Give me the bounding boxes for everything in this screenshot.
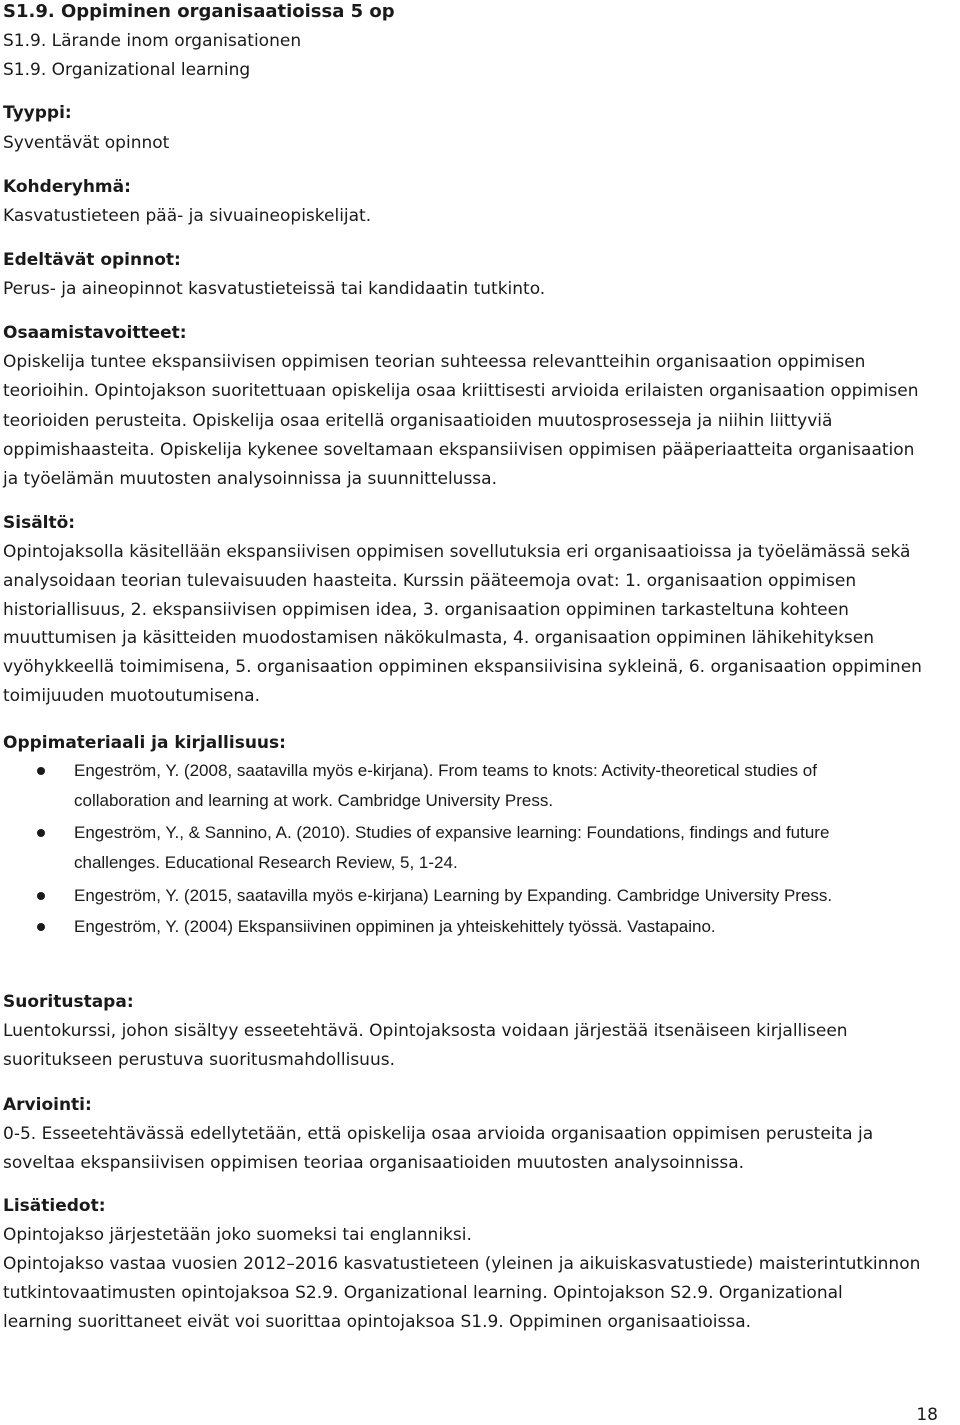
osaamistavoitteet-heading: Osaamistavoitteet:: [3, 323, 187, 343]
osaamistavoitteet-line: teorioiden perusteita. Opiskelija osaa eritellä organisaatioiden muutosprosesseja ja niihin liittyviä: [3, 411, 833, 431]
page-number: 18: [916, 1405, 938, 1425]
arviointi-line: 0-5. Esseetehtävässä edellytetään, että opiskelija osaa arvioida organisaation oppimisen perusteita ja: [3, 1124, 874, 1144]
suoritustapa-heading: Suoritustapa:: [3, 992, 134, 1012]
literature-line: Engeström, Y. (2015, saatavilla myös e-kirjana) Learning by Expanding. Cambridge University Press.: [74, 886, 833, 905]
osaamistavoitteet-line: Opiskelija tuntee ekspansiivisen oppimisen teorian suhteessa relevantteihin organisaation oppimisen: [3, 352, 866, 372]
sisalto-line: analysoidaan teorian tulevaisuuden haasteita. Kurssin pääteemoja ovat: 1. organisaation oppimisen: [3, 571, 857, 591]
lisatiedot-line: Opintojakso järjestetään joko suomeksi tai englanniksi.: [3, 1225, 472, 1245]
suoritustapa-line: suoritukseen perustuva suoritusmahdollisuus.: [3, 1050, 395, 1070]
bullet-icon: [37, 923, 45, 931]
bullet-icon: [37, 892, 45, 900]
osaamistavoitteet-line: teorioihin. Opintojakson suoritettuaan opiskelija osaa kriittisesti arvioida erilaisten organisaation oppimisen: [3, 381, 919, 401]
osaamistavoitteet-line: oppimishaasteita. Opiskelija kykenee soveltamaan ekspansiivisen oppimisen pääperiaatteita organisaation: [3, 440, 915, 460]
suoritustapa-line: Luentokurssi, johon sisältyy esseetehtävä. Opintojaksosta voidaan järjestää itsenäiseen kirjalliseen: [3, 1021, 848, 1041]
tyyppi-value: Syventävät opinnot: [3, 133, 170, 153]
arviointi-line: soveltaa ekspansiivisen oppimisen teoriaa organisaatioiden muutosten analysoinnissa.: [3, 1153, 745, 1173]
sisalto-line: toimijuuden muotoutumisena.: [3, 686, 260, 706]
sisalto-line: Opintojaksolla käsitellään ekspansiivisen oppimisen sovellutuksia eri organisaatioissa ja työelämässä sekä: [3, 542, 911, 562]
course-title-sv: S1.9. Lärande inom organisationen: [3, 31, 302, 51]
lisatiedot-heading: Lisätiedot:: [3, 1196, 106, 1216]
tyyppi-heading: Tyyppi:: [3, 103, 72, 123]
kohderyhma-heading: Kohderyhmä:: [3, 177, 131, 197]
osaamistavoitteet-line: ja työelämän muutosten analysoinnissa ja suunnittelussa.: [3, 469, 497, 489]
bullet-icon: [37, 829, 45, 837]
literature-line: challenges. Educational Research Review, 5, 1-24.: [74, 853, 458, 872]
sisalto-line: muuttumisen ja käsitteiden muodostamisen näkökulmasta, 4. organisaation oppiminen lähikehityksen: [3, 628, 875, 648]
sisalto-heading: Sisältö:: [3, 513, 76, 533]
literature-line: Engeström, Y., & Sannino, A. (2010). Studies of expansive learning: Foundations, findings and future: [74, 823, 830, 842]
bullet-icon: [37, 767, 45, 775]
sisalto-line: historiallisuus, 2. ekspansiivisen oppimisen idea, 3. organisaation oppiminen tarkasteltuna kohteen: [3, 600, 849, 620]
edeltavat-value: Perus- ja aineopinnot kasvatustieteissä tai kandidaatin tutkinto.: [3, 279, 546, 299]
edeltavat-heading: Edeltävät opinnot:: [3, 250, 181, 270]
lisatiedot-line: learning suorittaneet eivät voi suorittaa opintojaksoa S1.9. Oppiminen organisaatioissa.: [3, 1312, 752, 1332]
literature-line: Engeström, Y. (2008, saatavilla myös e-kirjana). From teams to knots: Activity-theoretical studies of: [74, 761, 817, 780]
lisatiedot-line: tutkintovaatimusten opintojaksoa S2.9. Organizational learning. Opintojakson S2.9. Organizational: [3, 1283, 843, 1303]
course-title-en: S1.9. Organizational learning: [3, 60, 251, 80]
kohderyhma-value: Kasvatustieteen pää- ja sivuaineopiskelijat.: [3, 206, 372, 226]
arviointi-heading: Arviointi:: [3, 1095, 92, 1115]
lisatiedot-line: Opintojakso vastaa vuosien 2012–2016 kasvatustieteen (yleinen ja aikuiskasvatustiede) maisterintutkinnon: [3, 1254, 921, 1274]
oppimateriaali-heading: Oppimateriaali ja kirjallisuus:: [3, 733, 286, 753]
course-title-fi: S1.9. Oppiminen organisaatioissa 5 op: [3, 1, 395, 22]
literature-line: Engeström, Y. (2004) Ekspansiivinen oppiminen ja yhteiskehittely työssä. Vastapaino.: [74, 917, 716, 936]
sisalto-line: vyöhykkeellä toimimisena, 5. organisaation oppiminen ekspansiivisina sykleinä, 6. organisaation oppiminen: [3, 657, 922, 677]
literature-line: collaboration and learning at work. Cambridge University Press.: [74, 791, 554, 810]
